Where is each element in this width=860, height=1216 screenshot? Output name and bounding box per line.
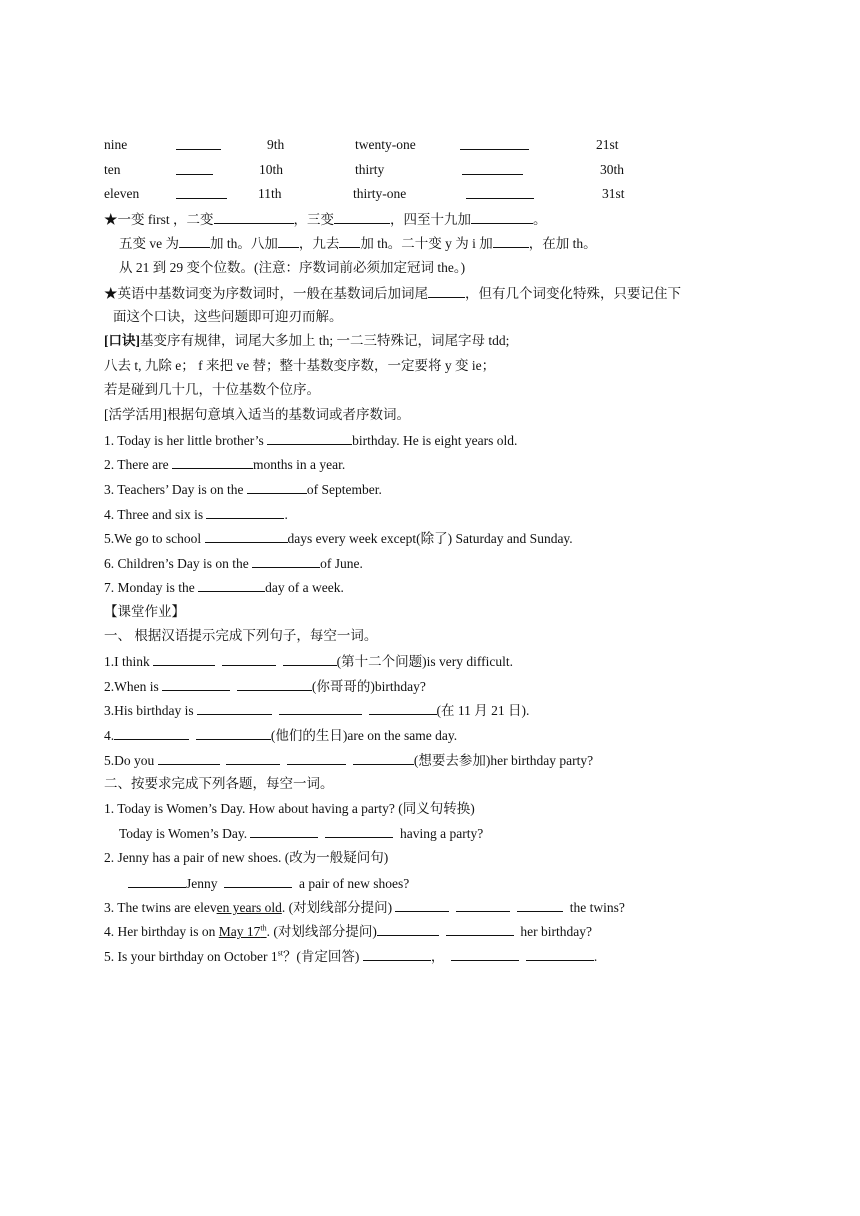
answer-blank[interactable] <box>197 701 272 715</box>
question-text: ？(肯定回答) <box>282 949 360 964</box>
answer-blank[interactable] <box>237 677 312 691</box>
question-text: 3.His birthday is <box>104 703 194 718</box>
exercise-question <box>104 751 593 770</box>
question-text: 2. There are <box>104 457 169 472</box>
cardinal-word: ten <box>104 162 121 177</box>
answer-blank[interactable] <box>526 947 594 961</box>
mnemonic-line <box>104 332 509 350</box>
question-text: (在 11 月 21 日). <box>436 703 530 718</box>
answer-blank[interactable] <box>205 529 288 543</box>
question-text: 5.We go to school <box>104 531 202 546</box>
question-text: months in a year. <box>252 457 346 472</box>
exercise-question <box>104 677 426 696</box>
answer-blank[interactable] <box>283 652 337 666</box>
underlined-text: en years old <box>216 900 282 915</box>
question-text: ， <box>430 949 445 964</box>
mnemonic-text: 基变序有规律，词尾大多加上 th; 一二三特殊记，词尾字母 tdd; <box>140 333 510 348</box>
answer-blank[interactable] <box>363 947 431 961</box>
answer-blank[interactable] <box>377 922 439 936</box>
answer-blank[interactable] <box>395 898 449 912</box>
answer-blank[interactable] <box>176 161 213 180</box>
mnemonic-heading: [口诀] <box>104 333 140 348</box>
rule-text: ★英语中基数词变为序数词时，一般在基数词后加词尾 <box>104 286 428 301</box>
practice-question <box>104 431 517 450</box>
exercise-answer-line <box>128 874 409 893</box>
rule-line: 面这个口诀，这些问题即可迎刃而解。 <box>113 309 343 324</box>
rule-text: 加 th。八加 <box>210 236 278 251</box>
question-text: having a party? <box>399 826 484 841</box>
answer-blank[interactable] <box>176 136 221 155</box>
rule-line <box>119 234 597 253</box>
answer-blank[interactable] <box>456 898 510 912</box>
answer-blank[interactable] <box>517 898 563 912</box>
answer-blank[interactable] <box>325 824 393 838</box>
question-text: 2.When is <box>104 679 159 694</box>
homework-title: 【课堂作业】 <box>104 604 185 619</box>
answer-blank[interactable] <box>226 751 280 765</box>
rule-text: ，九去 <box>298 236 340 251</box>
answer-blank[interactable] <box>224 874 292 888</box>
question-text: (第十二个问题)is very difficult. <box>336 654 513 669</box>
answer-blank[interactable] <box>250 824 318 838</box>
exercise-question: 2. Jenny has a pair of new shoes. (改为一般疑问句) <box>104 850 389 865</box>
answer-blank[interactable] <box>247 480 307 494</box>
mnemonic-line: 八去 t, 九除 e； f 来把 ve 替；整十基数变序数，一定要将 y 变 ie； <box>104 358 496 373</box>
ordinal-word: 9th <box>267 137 285 152</box>
answer-blank[interactable] <box>114 726 189 740</box>
practice-title: [活学活用]根据句意填入适当的基数词或者序数词。 <box>104 407 410 422</box>
exercise-question <box>104 701 529 720</box>
question-text: 7. Monday is the <box>104 580 195 595</box>
practice-question <box>104 455 345 474</box>
answer-blank[interactable] <box>128 874 186 888</box>
question-text: 3. Teachers’ Day is on the <box>104 482 244 497</box>
question-text: 5. Is your birthday on October 1 <box>104 949 278 964</box>
question-text: (你哥哥的)birthday? <box>311 679 426 694</box>
question-text: (想要去参加)her birthday party? <box>413 753 594 768</box>
question-text: Today is Women’s Day. <box>119 826 248 841</box>
superscript: st <box>277 948 283 958</box>
rule-line <box>104 284 681 303</box>
answer-blank[interactable] <box>493 234 529 248</box>
practice-question <box>104 529 573 548</box>
question-text: 6. Children’s Day is on the <box>104 556 249 571</box>
question-text: day of a week. <box>265 580 344 595</box>
answer-blank[interactable] <box>214 210 294 224</box>
underlined-text <box>219 924 267 939</box>
cardinal-word: thirty-one <box>353 186 407 201</box>
exercise-question <box>104 898 625 917</box>
question-text: her birthday? <box>520 924 592 939</box>
exercise-answer-line <box>119 824 483 843</box>
exercise-question: 1. Today is Women’s Day. How about having a party? (同义句转换) <box>104 801 475 816</box>
cardinal-word: nine <box>104 137 128 152</box>
rule-line <box>104 210 547 229</box>
question-text: birthday. He is eight years old. <box>352 433 518 448</box>
answer-blank[interactable] <box>278 234 299 248</box>
answer-blank[interactable] <box>279 701 362 715</box>
question-text: of September. <box>306 482 382 497</box>
answer-blank[interactable] <box>222 652 276 666</box>
question-text: a pair of new shoes? <box>299 876 410 891</box>
ordinal-word: 30th <box>600 162 625 177</box>
question-text: 5.Do you <box>104 753 155 768</box>
answer-blank[interactable] <box>446 922 514 936</box>
question-text: 4. Three and six is <box>104 507 204 522</box>
answer-blank[interactable] <box>460 136 529 155</box>
rule-text: ，四至十九加 <box>390 212 471 227</box>
answer-blank[interactable] <box>198 578 265 592</box>
rule-text: 加 th。二十变 y 为 i 加 <box>360 236 493 251</box>
question-text: 4. Her birthday is on <box>104 924 219 939</box>
question-text: 3. The twins are elev <box>104 900 217 915</box>
answer-blank[interactable] <box>334 210 390 224</box>
answer-blank[interactable] <box>158 751 220 765</box>
practice-question <box>104 554 363 573</box>
answer-blank[interactable] <box>172 455 253 469</box>
cardinal-word: thirty <box>355 162 385 177</box>
answer-blank[interactable] <box>196 726 271 740</box>
answer-blank[interactable] <box>339 234 360 248</box>
answer-blank[interactable] <box>353 751 414 765</box>
answer-blank[interactable] <box>267 431 352 445</box>
rule-line: 从 21 到 29 变个位数。(注意：序数词前必须加定冠词 the。) <box>119 260 466 275</box>
question-text: . (对划线部分提问) <box>281 900 393 915</box>
rule-text: 。 <box>533 212 547 227</box>
ordinal-word: 10th <box>259 162 284 177</box>
answer-blank[interactable] <box>428 284 465 298</box>
answer-blank[interactable] <box>252 554 320 568</box>
answer-blank[interactable] <box>462 161 523 180</box>
question-text: 4. <box>104 728 115 743</box>
answer-blank[interactable] <box>176 185 227 204</box>
cardinal-word: eleven <box>104 186 140 201</box>
ordinal-word: 11th <box>258 186 282 201</box>
superscript: th <box>260 923 267 933</box>
ordinal-word: 21st <box>596 137 619 152</box>
answer-blank[interactable] <box>471 210 533 224</box>
rule-text: 五变 ve 为 <box>119 236 179 251</box>
question-text: . <box>593 949 598 964</box>
question-text: days every week except(除了) Saturday and Sunday. <box>287 531 573 546</box>
question-text: (他们的生日)are on the same day. <box>270 728 458 743</box>
answer-blank[interactable] <box>466 185 534 204</box>
answer-blank[interactable] <box>451 947 519 961</box>
cardinal-word: twenty-one <box>355 137 416 152</box>
underlined-part: May 17 <box>218 924 261 939</box>
exercise-question <box>104 922 592 941</box>
section-title: 二、按要求完成下列各题，每空一词。 <box>104 776 334 791</box>
rule-text: ，三变 <box>293 212 334 227</box>
answer-blank[interactable] <box>206 505 284 519</box>
mnemonic-line: 若是碰到几十几，十位基数个位序。 <box>104 382 320 397</box>
question-text: 1. Today is her little brother’s <box>104 433 264 448</box>
question-text: Jenny <box>186 876 218 891</box>
practice-question <box>104 578 344 597</box>
answer-blank[interactable] <box>162 677 230 691</box>
practice-question <box>104 480 382 499</box>
section-title: 一、 根据汉语提示完成下列句子，每空一词。 <box>104 628 378 643</box>
rule-text: ，在加 th。 <box>528 236 597 251</box>
answer-blank[interactable] <box>179 234 210 248</box>
answer-blank[interactable] <box>369 701 437 715</box>
answer-blank[interactable] <box>287 751 346 765</box>
question-text: 1.I think <box>104 654 150 669</box>
practice-question <box>104 505 288 524</box>
exercise-question <box>104 652 513 671</box>
question-text: of June. <box>320 556 363 571</box>
ordinal-word: 31st <box>602 186 625 201</box>
rule-text: ，但有几个词变化特殊，只要记住下 <box>465 286 681 301</box>
answer-blank[interactable] <box>153 652 215 666</box>
question-text: the twins? <box>569 900 625 915</box>
question-text: . <box>284 507 288 522</box>
question-text: . (对划线部分提问) <box>266 924 377 939</box>
rule-text: ★一变 first ，二变 <box>104 212 214 227</box>
exercise-question <box>104 726 457 745</box>
exercise-question <box>104 947 597 966</box>
